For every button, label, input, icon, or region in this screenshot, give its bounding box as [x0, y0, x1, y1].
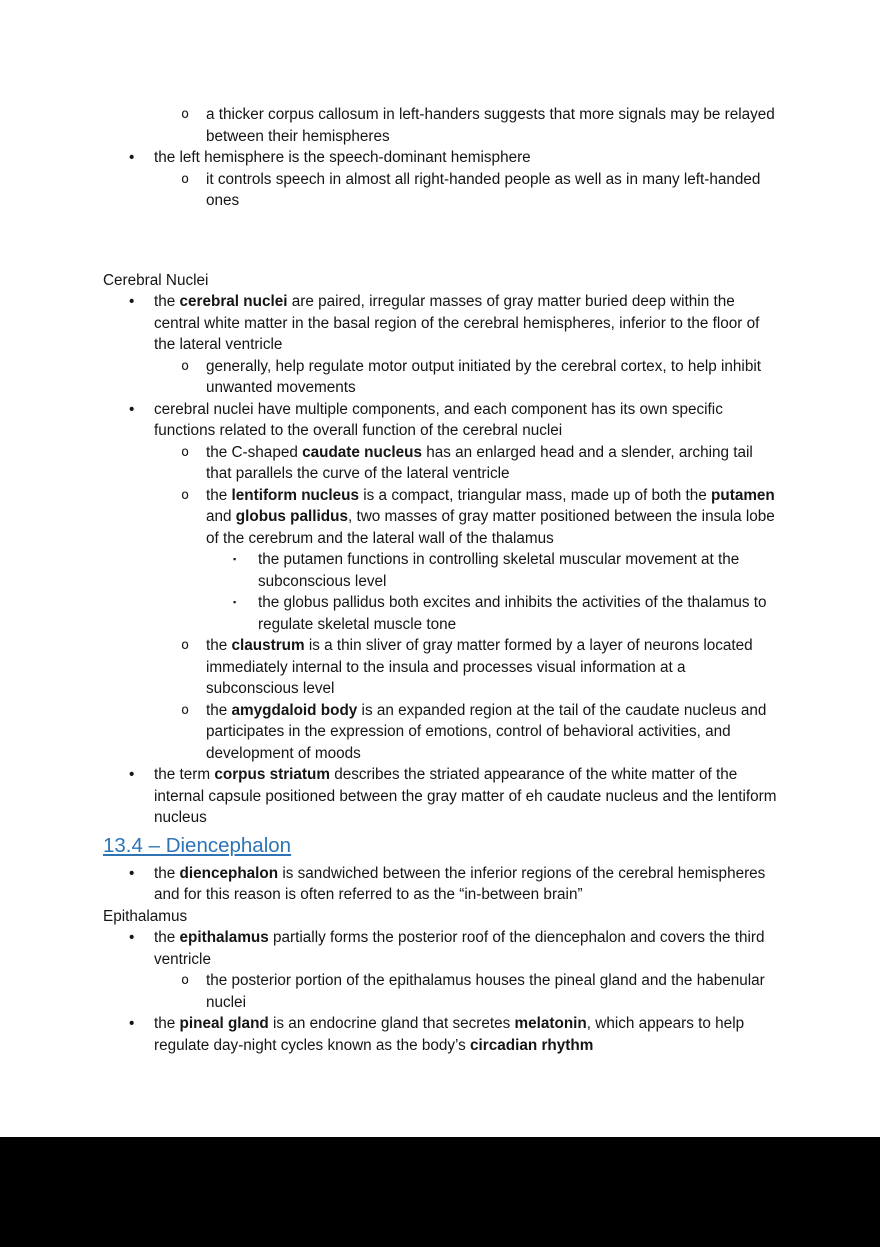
plain-text: , two masses of gray matter positioned between the insula lobe of the cerebrum and the lateral wall of the thalamus [206, 508, 775, 547]
text-run [154, 291, 777, 356]
bold-text: pineal gland [179, 1015, 269, 1032]
bullet-marker: • [129, 1015, 135, 1032]
list-item [181, 700, 777, 765]
text-run [206, 104, 777, 147]
plain-text: has an enlarged head and a slender, arching tail that parallels the curve of the lateral ventricle [206, 443, 753, 482]
text-run [206, 442, 777, 485]
plain-text: are paired, irregular masses of gray matter buried deep within the central white matter in the basal region of the cerebral hemispheres, inferior to the floor of the lateral ventricle [154, 293, 760, 353]
list-item [129, 399, 777, 442]
plain-text: 13.4 – Diencephalon [103, 833, 292, 857]
plain-text: is a compact, triangular mass, made up of both the [359, 486, 712, 504]
plain-text: the [206, 701, 232, 719]
plain-text: the term [154, 766, 215, 783]
plain-text: the globus pallidus both excites and inhibits the activities of the thalamus to regulate skeletal muscle tone [258, 594, 767, 633]
document-body [103, 104, 777, 1056]
plain-text: , which appears to help regulate day-night cycles known as the body’s [154, 1015, 745, 1054]
bold-text: cerebral nuclei [179, 293, 288, 310]
plain-text: the [206, 486, 232, 504]
list-item [181, 169, 777, 212]
text-run [154, 1013, 777, 1056]
blank-space [103, 212, 777, 270]
plain-text: the [154, 293, 180, 310]
list-item [129, 927, 777, 970]
list-item [233, 592, 777, 635]
footer-black-bar [0, 1137, 880, 1247]
bold-text: putamen [711, 486, 775, 504]
text-run [103, 834, 291, 857]
plain-text: the [154, 929, 180, 946]
list-item [181, 442, 777, 485]
plain-text: is an endocrine gland that secretes [268, 1015, 515, 1032]
text-run [103, 908, 187, 925]
plain-text: the [206, 637, 232, 654]
list-item [181, 635, 777, 700]
list-item [181, 104, 777, 147]
list-item [233, 549, 777, 592]
bold-text: epithalamus [179, 929, 269, 946]
bold-text: diencephalon [179, 864, 279, 882]
text-run [154, 764, 777, 829]
text-run [103, 272, 208, 289]
text-run [206, 356, 777, 399]
square-marker: ▪ [233, 554, 237, 564]
bold-text: amygdaloid body [231, 701, 358, 719]
text-run [206, 169, 777, 212]
bullet-marker: • [129, 400, 135, 418]
bold-text: claustrum [231, 637, 305, 654]
text-run [258, 592, 777, 635]
circle-marker: o [181, 170, 190, 187]
bold-text: corpus striatum [214, 766, 330, 783]
plain-text: the [154, 1015, 180, 1032]
list-item [129, 863, 777, 906]
bullet-marker: • [129, 149, 135, 166]
plain-text: the [154, 864, 180, 882]
plain-text: the C-shaped [206, 443, 303, 461]
plain-text: the putamen functions in controlling skeletal muscular movement at the subconscious level [258, 551, 740, 590]
plain-text: it controls speech in almost all right-handed people as well as in many left-handed ones [206, 170, 761, 209]
plain-text: Epithalamus [103, 907, 188, 925]
bullet-marker: • [129, 766, 135, 783]
text-run [154, 399, 777, 442]
text-run [154, 147, 777, 169]
plain-text: is an expanded region at the tail of the caudate nucleus and participates in the expression of emotions, control of behavioral activities, and development of moods [206, 701, 767, 762]
plain-text: partially forms the posterior roof of the diencephalon and covers the third ventricle [154, 929, 765, 968]
text-run [206, 700, 777, 765]
plain-text: cerebral nuclei have multiple components, and each component has its own specific functions related to the overall function of the cerebral nuclei [154, 400, 723, 439]
bold-text: globus pallidus [235, 508, 348, 525]
plain-text: the left hemisphere is the speech-dominant hemisphere [154, 149, 531, 166]
list-item [129, 291, 777, 356]
plain-text: the posterior portion of the epithalamus houses the pineal gland and the habenular nuclei [206, 972, 765, 1011]
bold-text: circadian rhythm [470, 1036, 594, 1054]
circle-marker: o [181, 357, 190, 374]
text-run [154, 927, 777, 970]
plain-text: describes the striated appearance of the white matter of the internal capsule positioned between the gray matter of eh caudate nucleus and the lentiform nucleus [154, 766, 777, 826]
bullet-marker: • [129, 864, 135, 882]
plain-text: a thicker corpus callosum in left-handers suggests that more signals may be relayed between their hemispheres [206, 106, 775, 145]
paragraph [103, 906, 777, 928]
list-item [129, 1013, 777, 1056]
list-item [129, 764, 777, 829]
circle-marker: o [181, 443, 190, 460]
bold-text: lentiform nucleus [231, 486, 360, 504]
text-run [258, 549, 777, 592]
list-item [181, 356, 777, 399]
list-item [129, 147, 777, 169]
circle-marker: o [181, 701, 190, 718]
paragraph [103, 270, 777, 292]
square-marker: ▪ [233, 597, 237, 607]
plain-text: generally, help regulate motor output initiated by the cerebral cortex, to help inhibit unwanted movements [206, 357, 761, 396]
bold-text: melatonin [514, 1015, 587, 1032]
plain-text: is a thin sliver of gray matter formed by a layer of neurons located immediately internal to the insula and processes visual information at a subconscious level [206, 637, 753, 697]
plain-text: is sandwiched between the inferior regions of the cerebral hemispheres and for this reason is often referred to as the “in-between brain” [154, 864, 766, 903]
plain-text: and [206, 508, 236, 525]
list-item [181, 970, 777, 1013]
text-run [206, 970, 777, 1013]
circle-marker: o [181, 486, 190, 503]
bullet-marker: • [129, 293, 135, 310]
bullet-marker: • [129, 929, 135, 946]
circle-marker: o [181, 106, 190, 122]
circle-marker: o [181, 972, 190, 988]
text-run [206, 485, 777, 550]
list-item [181, 485, 777, 550]
plain-text: Cerebral Nuclei [103, 271, 209, 289]
text-run [206, 635, 777, 700]
bold-text: caudate nucleus [302, 443, 422, 461]
section-heading [103, 832, 777, 859]
text-run [154, 863, 777, 906]
circle-marker: o [181, 637, 190, 653]
